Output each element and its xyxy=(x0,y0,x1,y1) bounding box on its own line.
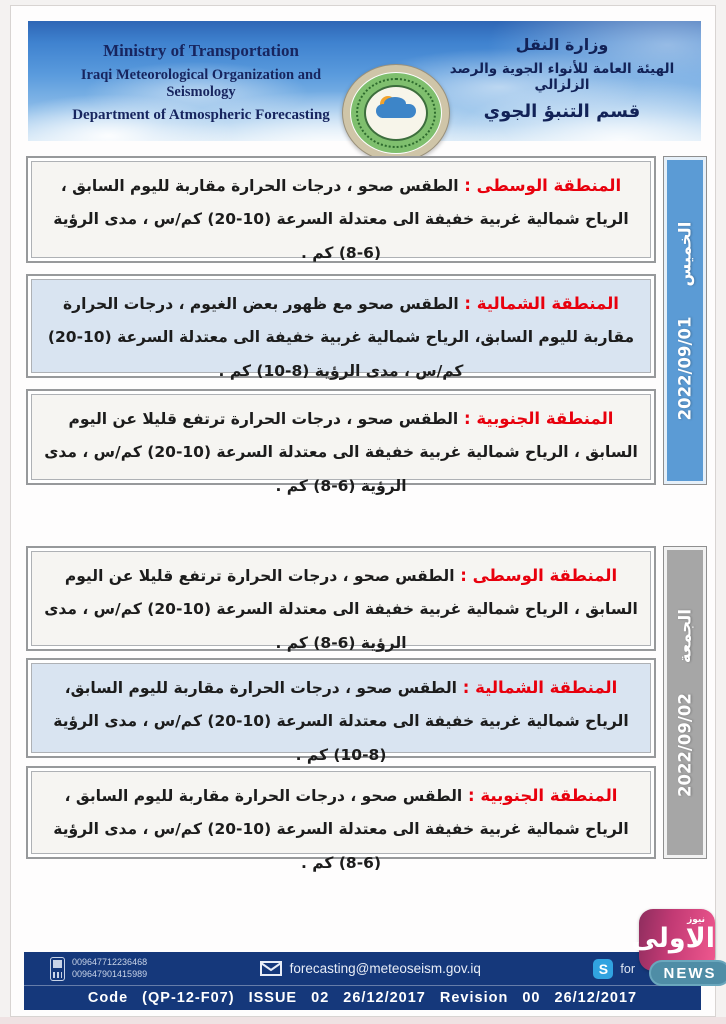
forecast-box-southern-thursday xyxy=(26,389,656,495)
phone-number-1: 009647712236468 xyxy=(72,956,148,967)
friday-date-text xyxy=(676,608,695,796)
organization-title-ar: الهيئة العامة للأنواء الجوية والرصد الزلزالي xyxy=(449,61,675,93)
region-label: المنطقة الوسطى : xyxy=(454,566,618,585)
forecast-body: الطقس صحو ، درجات الحرارة مقاربة لليوم السابق ، الرياح شمالية غربية خفيفة الى معتدلة السرعة (10-20) كم/س ، مدى الرؤية (6-8) كم . xyxy=(53,787,629,872)
day-name: الجمعة xyxy=(675,608,695,663)
forecast-box-central-thursday xyxy=(26,156,656,263)
news-logo-big-word: الاولى xyxy=(631,923,715,954)
region-label: المنطقة الوسطى : xyxy=(458,176,622,195)
organization-seal-icon xyxy=(342,64,450,162)
photo-bottom-edge xyxy=(0,1017,726,1024)
thursday-date-bar xyxy=(663,156,707,485)
thursday-date-text xyxy=(676,221,695,420)
skype-label: for xyxy=(620,961,635,976)
phone-number-2: 009647901415989 xyxy=(72,968,148,979)
cloud-icon xyxy=(376,104,416,118)
forecast-text xyxy=(31,663,651,764)
document-page xyxy=(10,5,716,1017)
region-label: المنطقة الشمالية : xyxy=(457,678,618,697)
department-title-en: Department of Atmospheric Forecasting xyxy=(72,107,330,123)
news-watermark-logo xyxy=(629,906,726,996)
region-label: المنطقة الشمالية : xyxy=(458,294,619,313)
news-logo-news-text: NEWS xyxy=(663,964,717,982)
forecast-box-southern-friday xyxy=(26,766,656,872)
seal-inner-circle xyxy=(364,85,428,141)
region-label: المنطقة الجنوبية : xyxy=(462,786,618,805)
phone-numbers xyxy=(72,957,147,980)
ministry-title-ar: وزارة النقل xyxy=(515,35,609,54)
skype-icon: S xyxy=(593,959,613,979)
footer-contact-row xyxy=(24,952,701,986)
email-address: forecasting@meteoseism.gov.iq xyxy=(289,961,481,976)
email-contact xyxy=(260,961,481,976)
envelope-icon xyxy=(260,961,282,976)
forecast-box-northern-thursday xyxy=(26,274,656,378)
forecast-text xyxy=(31,279,651,380)
mobile-phone-icon xyxy=(50,957,65,981)
document-code-text: Code (QP-12-F07) ISSUE 02 26/12/2017 Revision 00 26/12/2017 xyxy=(87,989,638,1006)
news-logo-small-word: نيوز xyxy=(687,915,705,925)
friday-date-bar xyxy=(663,546,707,859)
forecast-box-central-friday xyxy=(26,546,656,651)
forecast-body: الطقس صحو مع ظهور بعض الغيوم ، درجات الحرارة مقاربة لليوم السابق، الرياح شمالية غربية خفيفة الى معتدلة السرعة (10-20) كم/س ، مدى الرؤية (8-10) كم . xyxy=(47,295,635,380)
forecast-body: الطقس صحو ، درجات الحرارة مقاربة لليوم السابق ، الرياح شمالية غربية خفيفة الى معتدلة السرعة (10-20) كم/س ، مدى الرؤية (6-8) كم . xyxy=(53,177,629,262)
forecast-box-northern-friday xyxy=(26,658,656,764)
forecast-body: الطقس صحو ، درجات الحرارة مقاربة لليوم السابق، الرياح شمالية غربية خفيفة الى معتدلة السرعة (10-20) كم/س ، مدى الرؤية (8-10) كم . xyxy=(53,679,629,764)
forecast-text xyxy=(31,394,651,495)
day-date: 2022/09/01 xyxy=(675,315,695,420)
region-label: المنطقة الجنوبية : xyxy=(458,409,614,428)
day-name: الخميس xyxy=(675,221,695,286)
department-title-ar: قسم التنبؤ الجوي xyxy=(483,101,641,122)
header-banner xyxy=(28,21,701,141)
document-code-row xyxy=(24,986,701,1009)
forecast-text xyxy=(31,161,651,262)
footer-bar xyxy=(24,952,701,1010)
phone-contact xyxy=(50,957,147,981)
ministry-title-en: Ministry of Transportation xyxy=(103,41,299,60)
header-english-block xyxy=(46,41,356,124)
organization-title-en: Iraqi Meteorological Organization and Seismology xyxy=(80,67,322,100)
forecast-body: الطقس صحو ، درجات الحرارة ترتفع قليلا عن اليوم السابق ، الرياح شمالية غربية خفيفة الى معتدلة السرعة (10-20) كم/س ، مدى الرؤية (6-8) كم . xyxy=(44,567,638,652)
forecast-text xyxy=(31,771,651,872)
header-arabic-block xyxy=(437,35,687,122)
forecast-body: الطقس صحو ، درجات الحرارة ترتفع قليلا عن اليوم السابق ، الرياح شمالية غربية خفيفة الى معتدلة السرعة (10-20) كم/س ، مدى الرؤية (6-8) كم . xyxy=(44,410,638,495)
forecast-text xyxy=(31,551,651,652)
news-logo-pill xyxy=(649,960,726,986)
day-date: 2022/09/02 xyxy=(675,692,695,797)
